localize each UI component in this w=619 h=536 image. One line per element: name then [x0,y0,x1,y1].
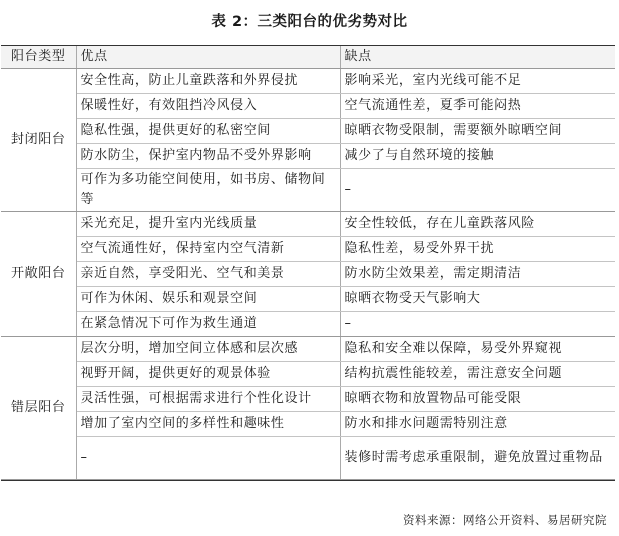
con-cell: 装修时需考虑承重限制，避免放置过重物品 [340,437,615,480]
table-row [1,287,615,312]
table-row [1,337,615,362]
con-cell: 晾晒衣物和放置物品可能受限 [340,387,615,412]
con-cell: 减少了与自然环境的接触 [340,144,615,169]
con-cell: 防水和排水问题需特别注意 [340,412,615,437]
table-row [1,212,615,237]
table-row [1,94,615,119]
category-enclosed: 封闭阳台 [1,69,76,212]
header-row [1,46,615,69]
table-row [1,119,615,144]
con-cell: 隐私和安全难以保障，易受外界窥视 [340,337,615,362]
con-cell: 晾晒衣物受限制，需要额外晾晒空间 [340,119,615,144]
pro-cell: 安全性高，防止儿童跌落和外界侵扰 [76,69,340,94]
pro-cell: 层次分明，增加空间立体感和层次感 [76,337,340,362]
con-cell: – [340,312,615,337]
table-row [1,169,615,212]
con-cell: – [340,169,615,212]
table-row [1,312,615,337]
con-cell: 空气流通性差，夏季可能闷热 [340,94,615,119]
table-row [1,237,615,262]
table-row [1,262,615,287]
pro-cell: 防水防尘，保护室内物品不受外界影响 [76,144,340,169]
con-cell: 安全性较低，存在儿童跌落风险 [340,212,615,237]
table-title: 表 2：三类阳台的优劣势对比 [211,14,408,30]
category-open: 开敞阳台 [1,212,76,337]
category-split-level: 错层阳台 [1,337,76,480]
pro-cell: 增加了室内空间的多样性和趣味性 [76,412,340,437]
header-type: 阳台类型 [1,46,76,69]
pro-cell: 采光充足，提升室内光线质量 [76,212,340,237]
table-row [1,412,615,437]
table-row [1,387,615,412]
pro-cell: 可作为多功能空间使用，如书房、储物间等 [76,169,340,212]
table-row [1,144,615,169]
con-cell: 结构抗震性能较差，需注意安全问题 [340,362,615,387]
pro-cell: 隐私性强，提供更好的私密空间 [76,119,340,144]
comparison-table [1,45,615,481]
table-row [1,437,615,480]
pro-cell: – [76,437,340,480]
pro-cell: 在紧急情况下可作为救生通道 [76,312,340,337]
pro-cell: 可作为休闲、娱乐和观景空间 [76,287,340,312]
header-cons: 缺点 [340,46,615,69]
con-cell: 影响采光，室内光线可能不足 [340,69,615,94]
con-cell: 晾晒衣物受天气影响大 [340,287,615,312]
table-row [1,362,615,387]
header-pros: 优点 [76,46,340,69]
pro-cell: 灵活性强，可根据需求进行个性化设计 [76,387,340,412]
pro-cell: 视野开阔，提供更好的观景体验 [76,362,340,387]
pro-cell: 空气流通性好，保持室内空气清新 [76,237,340,262]
pro-cell: 保暖性好，有效阻挡冷风侵入 [76,94,340,119]
con-cell: 隐私性差，易受外界干扰 [340,237,615,262]
con-cell: 防水防尘效果差，需定期清洁 [340,262,615,287]
pro-cell: 亲近自然，享受阳光、空气和美景 [76,262,340,287]
table-row [1,69,615,94]
source-note: 资料来源：网络公开资料、易居研究院 [403,513,607,527]
